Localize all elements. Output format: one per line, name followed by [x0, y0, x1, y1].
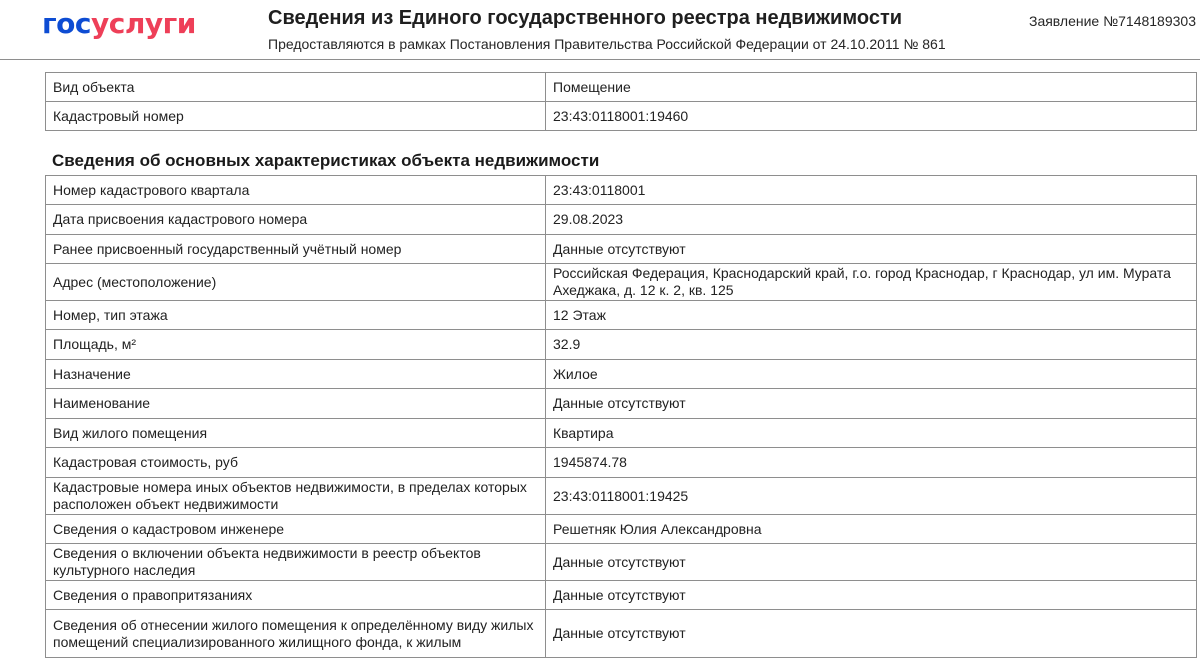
row-value: Данные отсутствуют: [546, 581, 1197, 610]
row-value: Российская Федерация, Краснодарский край, г.о. город Краснодар, г Краснодар, ул им. Мурата Ахеджака, д. 12 к. 2, кв. 125: [546, 264, 1197, 301]
row-value: Решетняк Юлия Александровна: [546, 515, 1197, 544]
application-number: Заявление №7148189303: [1028, 13, 1196, 29]
row-label: Номер, тип этажа: [46, 301, 546, 330]
document-title: Сведения из Единого государственного реестра недвижимости: [268, 7, 903, 29]
row-value: 1945874.78: [546, 448, 1197, 478]
table-row: [46, 389, 1197, 419]
table-row: [46, 301, 1197, 330]
logo-part-gos: гос: [42, 7, 91, 40]
characteristics-table: [45, 175, 1197, 658]
logo-part-uslugi: услуги: [90, 7, 196, 40]
table-row: [46, 264, 1197, 301]
row-value: Данные отсутствуют: [546, 389, 1197, 419]
row-label: Площадь, м²: [46, 330, 546, 360]
row-label: Кадастровая стоимость, руб: [46, 448, 546, 478]
row-label: Сведения о кадастровом инженере: [46, 515, 546, 544]
section-title: Сведения об основных характеристиках объекта недвижимости: [52, 151, 600, 170]
object-type-label: Вид объекта: [46, 73, 546, 102]
object-info-table: [45, 72, 1197, 131]
row-value: 23:43:0118001: [546, 176, 1197, 205]
document-header: [0, 0, 1200, 60]
table-row: [46, 544, 1197, 581]
table-row: [46, 581, 1197, 610]
table-row: [46, 448, 1197, 478]
object-type-value: Помещение: [546, 73, 1197, 102]
table-row: [46, 73, 1197, 102]
row-label: Сведения о включении объекта недвижимости в реестр объектов культурного наследия: [46, 544, 546, 581]
row-label: Номер кадастрового квартала: [46, 176, 546, 205]
row-value: 23:43:0118001:19425: [546, 478, 1197, 515]
table-row: [46, 610, 1197, 658]
row-label: Сведения о правопритязаниях: [46, 581, 546, 610]
row-value: 12 Этаж: [546, 301, 1197, 330]
row-label: Кадастровые номера иных объектов недвижимости, в пределах которых расположен объект недвижимости: [46, 478, 546, 515]
row-label: Адрес (местоположение): [46, 264, 546, 301]
row-value: Данные отсутствуют: [546, 544, 1197, 581]
table-row: [46, 235, 1197, 264]
table-row: [46, 102, 1197, 131]
row-label: Ранее присвоенный государственный учётный номер: [46, 235, 546, 264]
row-label: Назначение: [46, 360, 546, 389]
table-row: [46, 478, 1197, 515]
cadastral-number-value: 23:43:0118001:19460: [546, 102, 1197, 131]
row-value: 32.9: [546, 330, 1197, 360]
row-label: Сведения об отнесении жилого помещения к определённому виду жилых помещений специализированного жилищного фонда, к жилым: [46, 610, 546, 658]
row-label: Дата присвоения кадастрового номера: [46, 205, 546, 235]
cadastral-number-label: Кадастровый номер: [46, 102, 546, 131]
table-row: [46, 330, 1197, 360]
table-row: [46, 515, 1197, 544]
row-label: Наименование: [46, 389, 546, 419]
gosuslugi-logo[interactable]: [42, 7, 196, 40]
row-label: Вид жилого помещения: [46, 419, 546, 448]
row-value: Данные отсутствуют: [546, 610, 1197, 658]
row-value: Данные отсутствуют: [546, 235, 1197, 264]
row-value: Жилое: [546, 360, 1197, 389]
document-subtitle: Предоставляются в рамках Постановления Правительства Российской Федерации от 24.10.2011 № 861: [268, 36, 946, 52]
table-row: [46, 360, 1197, 389]
table-row: [46, 176, 1197, 205]
row-value: Квартира: [546, 419, 1197, 448]
table-row: [46, 419, 1197, 448]
table-row: [46, 205, 1197, 235]
row-value: 29.08.2023: [546, 205, 1197, 235]
